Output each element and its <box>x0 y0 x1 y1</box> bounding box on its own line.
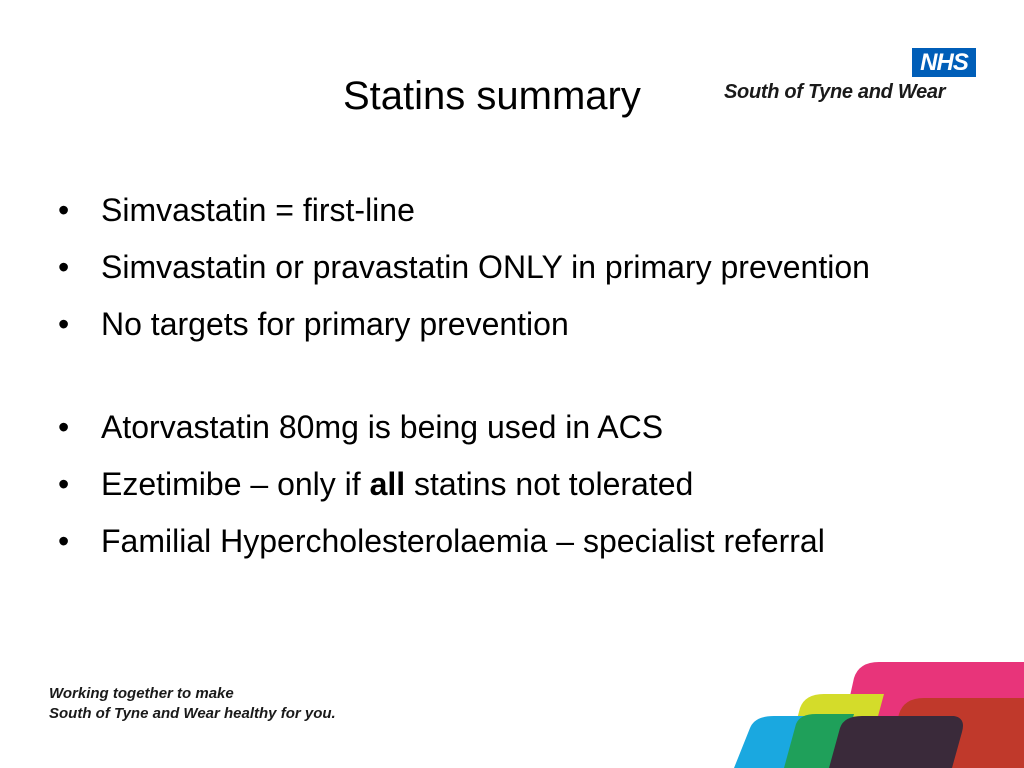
organisation-name: South of Tyne and Wear <box>724 81 946 103</box>
bullet-text: Familial Hypercholesterolaemia – specialist referral <box>101 523 825 559</box>
bullet-text-after: statins not tolerated <box>405 466 694 502</box>
bullet-marker: • <box>58 306 70 342</box>
bullet-item <box>58 462 918 507</box>
footer-tagline <box>49 684 336 724</box>
bullet-list <box>58 188 918 576</box>
bullet-marker: • <box>58 523 70 559</box>
nhs-logo-text: NHS <box>912 48 976 77</box>
bullet-item <box>58 245 918 290</box>
bullet-marker: • <box>58 409 70 445</box>
bullet-marker: • <box>58 192 70 228</box>
bullet-item <box>58 405 918 450</box>
bullet-marker: • <box>58 249 70 285</box>
bullet-marker: • <box>58 466 70 502</box>
bullet-text: No targets for primary prevention <box>101 306 569 342</box>
footer-line-2: South of Tyne and Wear healthy for you. <box>49 705 336 722</box>
footer-line-1: Working together to make <box>49 685 234 702</box>
bullet-text: Atorvastatin 80mg is being used in ACS <box>101 409 664 445</box>
bullet-text: Simvastatin = first-line <box>101 192 415 228</box>
bullet-text-before: Ezetimibe – only if <box>101 466 370 502</box>
nhs-logo <box>912 48 976 77</box>
bullet-text-bold: all <box>369 466 406 502</box>
decorative-swoosh-graphic <box>734 658 1024 768</box>
bullet-item <box>58 302 918 347</box>
slide-title: Statins summary <box>343 74 641 118</box>
bullet-item <box>58 188 918 233</box>
dark-swoosh-shape <box>829 716 963 768</box>
bullet-item <box>58 519 918 564</box>
bullet-text: Simvastatin or pravastatin ONLY in primary prevention <box>101 249 870 285</box>
